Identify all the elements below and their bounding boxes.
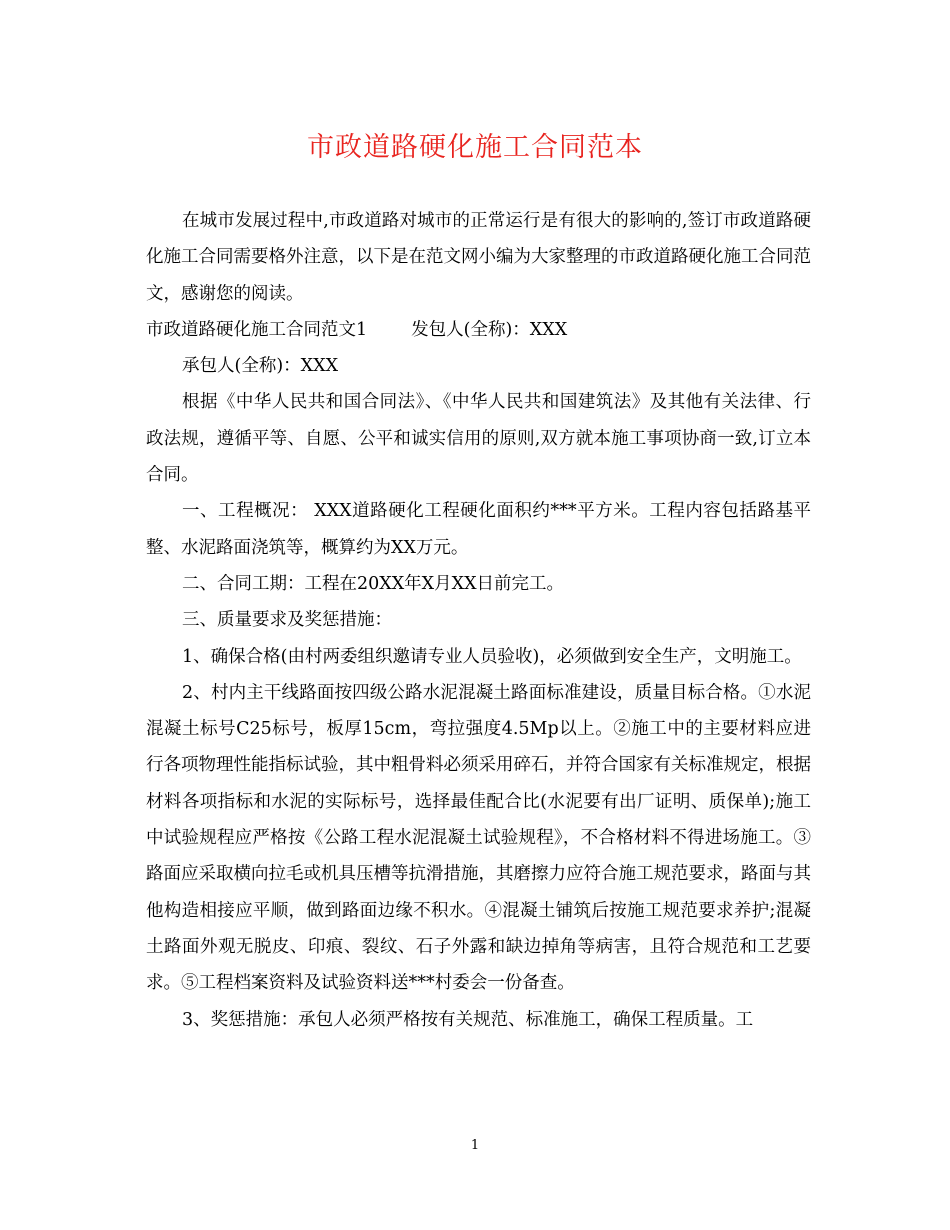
document-title: 市政道路硬化施工合同范本 xyxy=(307,132,643,163)
page-number: 1 xyxy=(470,1138,480,1153)
sample-heading: 市政道路硬化施工合同范文1 xyxy=(146,319,368,340)
section-2-paragraph: 二、合同工期：工程在20XX年X月XX日前完工。 xyxy=(182,573,565,594)
party-b: 承包人(全称)：XXX xyxy=(182,356,339,377)
section-3-heading: 三、质量要求及奖惩措施： xyxy=(182,610,392,631)
sample-heading-line xyxy=(146,312,811,348)
item-3-paragraph: 3、奖惩措施：承包人必须严格按有关规范、标准施工，确保工程质量。工 xyxy=(182,1009,754,1030)
item-2-paragraph: 2、村内主干线路面按四级公路水泥混凝土路面标准建设，质量目标合格。①水泥混凝土标号C25标号，板厚15cm，弯拉强度4.5Mp以上。②施工中的主要材料应进行各项物理性能指标试验，其中粗骨料必须采用碎石，并符合国家有关标准规定，根据材料各项指标和水泥的实际标号，选择最佳配合比(水泥要有出厂证明、质保单);施工中试验规程应严格按《公路工程水泥混凝土试验规程》，不合格材料不得进场施工。③路面应采取横向拉毛或机具压槽等抗滑措施，其磨擦力应符合施工规范要求，路面与其他构造相接应平顺，做到路面边缘不积水。④混凝土铺筑后按施工规范要求养护;混凝土路面外观无脱皮、印痕、裂纹、石子外露和缺边掉角等病害，且符合规范和工艺要求。⑤工程档案资料及试验资料送***村委会一份备查。 xyxy=(146,682,811,994)
document-body xyxy=(146,203,811,1038)
party-a: 发包人(全称)：XXX xyxy=(411,319,568,340)
item-1-paragraph: 1、确保合格(由村两委组织邀请专业人员验收)，必须做到安全生产，文明施工。 xyxy=(182,646,802,667)
section-1-paragraph: 一、工程概况： XXX道路硬化工程硬化面积约***平方米。工程内容包括路基平整、水泥路面浇筑等，概算约为XX万元。 xyxy=(146,501,811,558)
basis-paragraph: 根据《中华人民共和国合同法》、《中华人民共和国建筑法》及其他有关法律、行政法规，遵循平等、自愿、公平和诚实信用的原则,双方就本施工事项协商一致,订立本合同。 xyxy=(146,392,811,486)
intro-paragraph: 在城市发展过程中,市政道路对城市的正常运行是有很大的影响的,签订市政道路硬化施工合同需要格外注意，以下是在范文网小编为大家整理的市政道路硬化施工合同范文，感谢您的阅读。 xyxy=(146,211,811,304)
